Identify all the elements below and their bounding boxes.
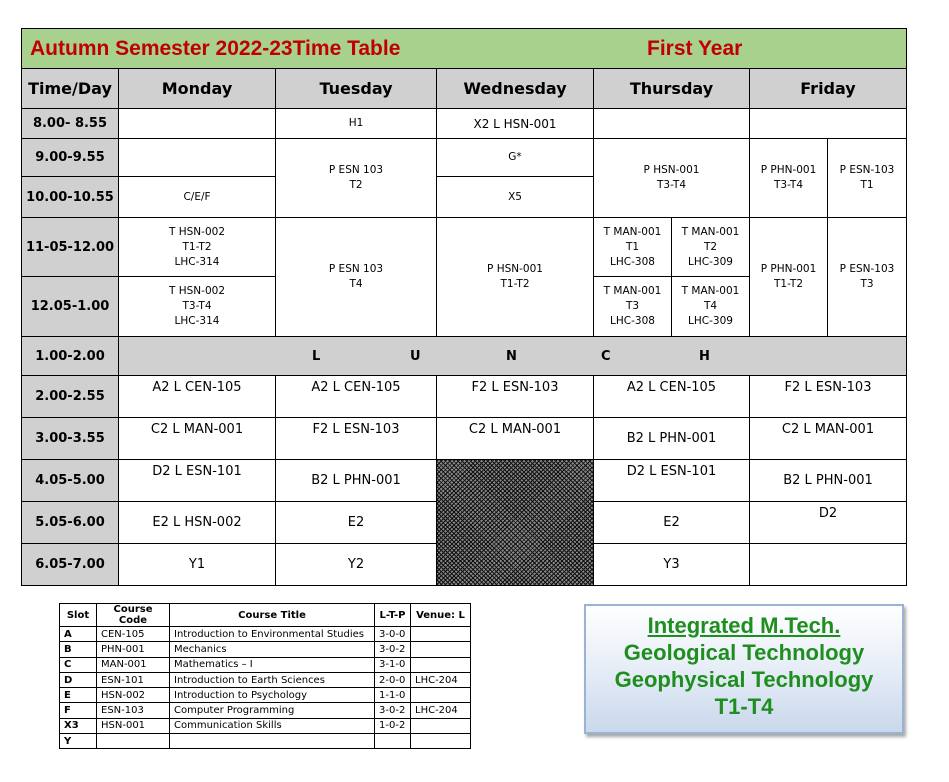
time-label: 2.00-2.55 xyxy=(22,376,119,418)
legend-cell: 2-0-0 xyxy=(375,672,411,687)
slot-line: T2 xyxy=(703,240,718,253)
time-label: 4.05-5.00 xyxy=(22,460,119,502)
legend-cell: 3-1-0 xyxy=(375,657,411,672)
legend-cell: B xyxy=(60,642,97,657)
slot-cell xyxy=(119,139,276,177)
legend-row xyxy=(60,703,471,718)
day-header-wednesday: Wednesday xyxy=(437,69,594,109)
slot-cell: E2 xyxy=(276,502,437,544)
slot-line: T1 xyxy=(625,240,640,253)
time-label: 6.05-7.00 xyxy=(22,544,119,586)
legend-header: L-T-P xyxy=(375,604,411,627)
slot-cell xyxy=(750,218,828,337)
slot-cell: B2 L PHN-001 xyxy=(276,460,437,502)
slot-line: T1-T2 xyxy=(182,240,212,253)
day-header-friday: Friday xyxy=(750,69,907,109)
slot-line: T2 xyxy=(349,179,363,191)
slot-line: T1-T2 xyxy=(773,278,803,290)
slot-line: P HSN-001 xyxy=(643,164,700,176)
time-label: 8.00- 8.55 xyxy=(22,109,119,139)
legend-row xyxy=(60,627,471,642)
legend-cell: LHC-204 xyxy=(411,703,471,718)
legend-cell xyxy=(411,734,471,749)
slot-line: LHC-309 xyxy=(688,315,733,327)
lunch-row xyxy=(22,337,907,376)
slot-cell xyxy=(750,544,907,586)
time-day-header: Time/Day xyxy=(22,69,119,109)
legend-cell: 3-0-2 xyxy=(375,642,411,657)
legend-cell xyxy=(375,734,411,749)
slot-cell: C2 L MAN-001 xyxy=(437,418,594,460)
legend-row xyxy=(60,642,471,657)
slot-line: P ESN 103 xyxy=(328,164,384,176)
legend-header: Slot xyxy=(60,604,97,627)
legend-cell: Introduction to Psychology xyxy=(170,688,375,703)
lunch-letter: U xyxy=(410,349,421,364)
legend-cell: C xyxy=(60,657,97,672)
slot-cell xyxy=(672,277,750,337)
lunch-cell xyxy=(119,337,907,376)
slot-line: P ESN 103 xyxy=(328,263,384,275)
slot-cell: E2 xyxy=(594,502,750,544)
slot-line: T4 xyxy=(349,278,363,290)
slot-line: T3 xyxy=(860,278,874,290)
slot-line: P ESN-103 xyxy=(839,164,895,176)
legend-cell: HSN-001 xyxy=(97,718,170,733)
slot-cell: F2 L ESN-103 xyxy=(750,376,907,418)
program-title: Integrated M.Tech. xyxy=(647,613,841,638)
slot-cell: D2 L ESN-101 xyxy=(119,460,276,502)
slot-line: T MAN-001 xyxy=(681,225,740,238)
slot-cell xyxy=(437,218,594,337)
time-label: 3.00-3.55 xyxy=(22,418,119,460)
slot-cell: G* xyxy=(437,139,594,177)
legend-row xyxy=(60,688,471,703)
time-row xyxy=(22,139,907,177)
lunch-letter: N xyxy=(506,349,517,364)
legend-row xyxy=(60,718,471,733)
legend-cell xyxy=(411,718,471,733)
slot-cell: C2 L MAN-001 xyxy=(750,418,907,460)
slot-cell xyxy=(276,218,437,337)
lunch-letter: L xyxy=(312,349,321,364)
time-label: 1.00-2.00 xyxy=(22,337,119,376)
slot-line: P HSN-001 xyxy=(487,263,543,275)
legend-cell xyxy=(97,734,170,749)
program-box xyxy=(584,604,904,734)
slot-cell: X2 L HSN-001 xyxy=(437,109,594,139)
slot-line: T MAN-001 xyxy=(603,285,662,297)
slot-line: T1 xyxy=(860,179,874,191)
legend-header: Venue: L xyxy=(411,604,471,627)
legend-cell: Computer Programming xyxy=(170,703,375,718)
lunch-letter: H xyxy=(699,349,710,364)
slot-line: P ESN-103 xyxy=(839,263,895,275)
slot-cell: C2 L MAN-001 xyxy=(119,418,276,460)
title-bar xyxy=(22,29,907,69)
legend-cell: E xyxy=(60,688,97,703)
legend-cell: D xyxy=(60,672,97,687)
program-batches: T1-T4 xyxy=(714,694,774,719)
slot-line: T MAN-001 xyxy=(681,285,740,297)
slot-cell xyxy=(672,218,750,277)
timetable-title: Autumn Semester 2022-23Time Table xyxy=(30,37,401,60)
title-row xyxy=(22,29,907,69)
slot-cell xyxy=(594,277,672,337)
slot-line: T MAN-001 xyxy=(603,225,662,238)
slot-line: T3 xyxy=(625,300,640,312)
legend-cell xyxy=(411,657,471,672)
year-label: First Year xyxy=(647,37,743,60)
slot-cell xyxy=(119,109,276,139)
slot-cell xyxy=(594,109,750,139)
slot-line: T3-T4 xyxy=(656,179,686,191)
slot-cell: H1 xyxy=(276,109,437,139)
time-row xyxy=(22,418,907,460)
slot-cell: D2 L ESN-101 xyxy=(594,460,750,502)
legend-cell: Introduction to Environmental Studies xyxy=(170,627,375,642)
slot-line: T3-T4 xyxy=(182,300,212,312)
time-label: 5.05-6.00 xyxy=(22,502,119,544)
legend-header-row xyxy=(60,604,471,627)
slot-cell: X5 xyxy=(437,177,594,218)
legend-cell: X3 xyxy=(60,718,97,733)
slot-line: LHC-314 xyxy=(174,255,220,268)
slot-cell: D2 xyxy=(750,502,907,544)
legend-cell xyxy=(411,688,471,703)
slot-line: LHC-309 xyxy=(688,255,733,268)
legend-header: Course Title xyxy=(170,604,375,627)
legend-cell: Mechanics xyxy=(170,642,375,657)
program-branch: Geophysical Technology xyxy=(614,667,874,692)
legend-cell: PHN-001 xyxy=(97,642,170,657)
legend-cell: Communication Skills xyxy=(170,718,375,733)
program-branch: Geological Technology xyxy=(623,640,865,665)
legend-header: Course Code xyxy=(97,604,170,627)
lunch-letter: C xyxy=(601,349,611,364)
day-header-thursday: Thursday xyxy=(594,69,750,109)
slot-cell: B2 L PHN-001 xyxy=(594,418,750,460)
slot-cell xyxy=(594,139,750,218)
legend-cell: HSN-002 xyxy=(97,688,170,703)
time-row xyxy=(22,376,907,418)
legend-cell: LHC-204 xyxy=(411,672,471,687)
legend-cell: A xyxy=(60,627,97,642)
slot-line: T3-T4 xyxy=(773,179,803,191)
legend-cell: F xyxy=(60,703,97,718)
legend-cell: 1-0-2 xyxy=(375,718,411,733)
legend-cell: Introduction to Earth Sciences xyxy=(170,672,375,687)
slot-cell xyxy=(119,218,276,277)
slot-cell xyxy=(828,139,907,218)
slot-line: T HSN-002 xyxy=(169,285,225,297)
slot-cell: F2 L ESN-103 xyxy=(437,376,594,418)
time-row xyxy=(22,218,907,277)
slot-cell: C/E/F xyxy=(119,177,276,218)
time-row xyxy=(22,460,907,502)
legend-cell xyxy=(411,627,471,642)
legend-cell xyxy=(411,642,471,657)
slot-cell xyxy=(276,139,437,218)
legend-row xyxy=(60,672,471,687)
slot-cell xyxy=(750,109,907,139)
course-legend-table xyxy=(59,603,471,749)
slot-cell: F2 L ESN-103 xyxy=(276,418,437,460)
day-header-monday: Monday xyxy=(119,69,276,109)
slot-line: P PHN-001 xyxy=(760,164,817,176)
legend-cell: Mathematics – I xyxy=(170,657,375,672)
slot-cell xyxy=(750,139,828,218)
slot-line: LHC-308 xyxy=(610,315,655,327)
time-label: 9.00-9.55 xyxy=(22,139,119,177)
legend-cell: MAN-001 xyxy=(97,657,170,672)
slot-cell: Y2 xyxy=(276,544,437,586)
slot-cell: Y1 xyxy=(119,544,276,586)
legend-cell: Y xyxy=(60,734,97,749)
time-label: 11-05-12.00 xyxy=(22,218,119,277)
legend-cell xyxy=(170,734,375,749)
day-header-row xyxy=(22,69,907,109)
slot-cell: Y3 xyxy=(594,544,750,586)
legend-row xyxy=(60,734,471,749)
legend-row xyxy=(60,657,471,672)
hatched-block xyxy=(437,460,594,586)
legend-cell: ESN-101 xyxy=(97,672,170,687)
legend-cell: CEN-105 xyxy=(97,627,170,642)
timetable xyxy=(21,28,907,586)
slot-cell: A2 L CEN-105 xyxy=(119,376,276,418)
slot-cell: A2 L CEN-105 xyxy=(594,376,750,418)
slot-cell: A2 L CEN-105 xyxy=(276,376,437,418)
time-label: 12.05-1.00 xyxy=(22,277,119,337)
legend-cell: ESN-103 xyxy=(97,703,170,718)
legend-cell: 1-1-0 xyxy=(375,688,411,703)
legend-cell: 3-0-2 xyxy=(375,703,411,718)
slot-line: T HSN-002 xyxy=(169,225,225,238)
slot-line: T4 xyxy=(703,300,718,312)
time-row xyxy=(22,109,907,139)
day-header-tuesday: Tuesday xyxy=(276,69,437,109)
slot-line: LHC-314 xyxy=(174,315,220,327)
slot-cell xyxy=(119,277,276,337)
slot-line: P PHN-001 xyxy=(760,263,817,275)
slot-line: LHC-308 xyxy=(610,255,655,268)
time-label: 10.00-10.55 xyxy=(22,177,119,218)
slot-cell: B2 L PHN-001 xyxy=(750,460,907,502)
slot-cell xyxy=(594,218,672,277)
slot-cell xyxy=(828,218,907,337)
slot-cell: E2 L HSN-002 xyxy=(119,502,276,544)
legend-cell: 3-0-0 xyxy=(375,627,411,642)
slot-line: T1-T2 xyxy=(500,278,530,290)
